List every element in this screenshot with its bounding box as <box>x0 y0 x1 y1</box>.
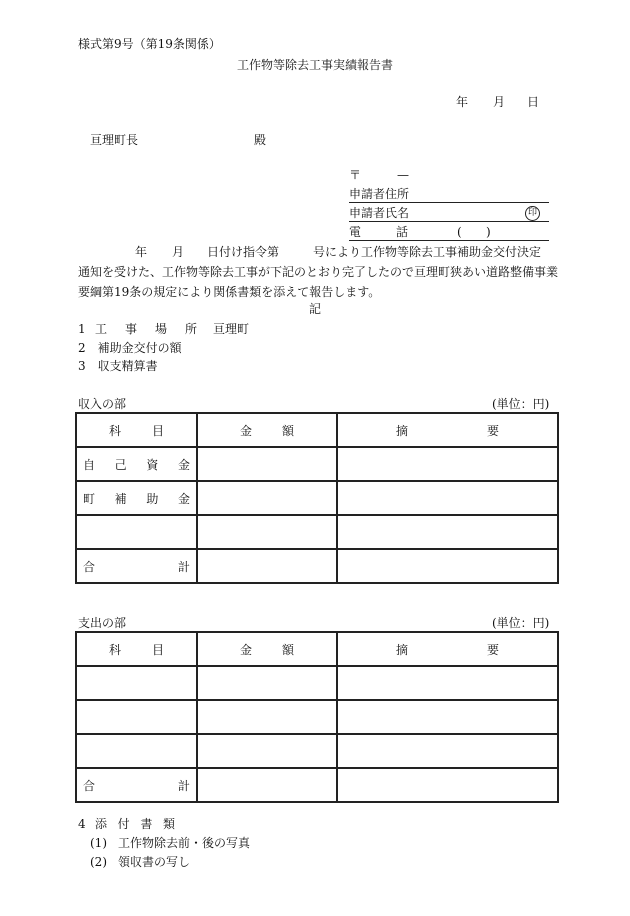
item3: 3 収支精算書 <box>78 359 158 373</box>
body-line2: 通知を受けた、工作物等除去工事が下記のとおり完了したので亘理町狭あい道路整備事業 <box>78 265 559 279</box>
income-table <box>75 412 559 584</box>
income-header-row <box>76 413 558 447</box>
phone-label-1: 電 <box>349 225 362 239</box>
expense-row-amount[interactable] <box>197 700 337 734</box>
name-underline <box>349 221 549 222</box>
expense-total-row <box>76 768 558 802</box>
income-header-remarks: 摘 要 <box>337 413 558 447</box>
applicant-address-label: 申請者住所 <box>349 187 410 201</box>
item1-value: 亘理町 <box>213 322 250 336</box>
table-row <box>76 734 558 768</box>
expense-row-remarks[interactable] <box>337 700 558 734</box>
expense-total-label: 合 計 <box>76 768 197 802</box>
income-caption: 収入の部 <box>78 397 127 411</box>
postal-dash: — <box>397 168 409 182</box>
table-row <box>76 515 558 549</box>
attachment-1-text: 工作物除去前・後の写真 <box>118 836 251 850</box>
income-row-label: 自 己 資 金 <box>76 447 197 481</box>
item2: 2 補助金交付の額 <box>78 341 182 355</box>
body-year: 年 <box>135 245 148 259</box>
table-row <box>76 666 558 700</box>
expense-row-amount[interactable] <box>197 666 337 700</box>
expense-row-amount[interactable] <box>197 734 337 768</box>
date-month: 月 <box>493 95 506 109</box>
expense-row-label[interactable] <box>76 734 197 768</box>
table-row <box>76 447 558 481</box>
body-line1-rest: 号により工作物等除去工事補助金交付決定 <box>313 245 542 259</box>
income-row-amount[interactable] <box>197 515 337 549</box>
date-year: 年 <box>456 95 469 109</box>
income-row-label: 町 補 助 金 <box>76 481 197 515</box>
income-row-amount[interactable] <box>197 447 337 481</box>
expense-row-remarks[interactable] <box>337 666 558 700</box>
expense-header-remarks: 摘 要 <box>337 632 558 666</box>
table-row <box>76 700 558 734</box>
income-row-remarks[interactable] <box>337 515 558 549</box>
applicant-name-label: 申請者氏名 <box>349 206 410 220</box>
income-unit: (単位：円) <box>492 397 550 411</box>
expense-header-amount: 金 額 <box>197 632 337 666</box>
table-row <box>76 481 558 515</box>
attachments-label: 添 付 書 類 <box>95 817 175 831</box>
attachment-2-number: (2) <box>90 855 107 869</box>
seal-mark: 印 <box>525 206 540 221</box>
date-day: 日 <box>527 95 540 109</box>
expense-unit: (単位：円) <box>492 616 550 630</box>
expense-header-row <box>76 632 558 666</box>
income-row-remarks[interactable] <box>337 447 558 481</box>
income-total-label: 合 計 <box>76 549 197 583</box>
address-underline <box>349 202 549 203</box>
income-header-subject: 科 目 <box>76 413 197 447</box>
income-total-remarks[interactable] <box>337 549 558 583</box>
phone-paren-close: ) <box>486 225 491 239</box>
phone-underline <box>349 240 549 241</box>
expense-caption: 支出の部 <box>78 616 127 630</box>
income-total-amount[interactable] <box>197 549 337 583</box>
income-header-amount: 金 額 <box>197 413 337 447</box>
ki-heading: 記 <box>309 302 322 316</box>
addressee-name: 亘理町長 <box>90 133 139 147</box>
expense-table <box>75 631 559 803</box>
expense-row-remarks[interactable] <box>337 734 558 768</box>
income-total-row <box>76 549 558 583</box>
form-number: 様式第9号（第19条関係） <box>78 37 221 51</box>
expense-row-label[interactable] <box>76 700 197 734</box>
income-row-remarks[interactable] <box>337 481 558 515</box>
expense-total-amount[interactable] <box>197 768 337 802</box>
body-line3: 要綱第19条の規定により関係書類を添えて報告します。 <box>78 285 381 299</box>
phone-paren-open: ( <box>457 225 462 239</box>
phone-label-2: 話 <box>396 225 409 239</box>
attachments-number: 4 <box>78 817 86 831</box>
addressee-honorific: 殿 <box>254 133 267 147</box>
expense-row-label[interactable] <box>76 666 197 700</box>
expense-header-subject: 科 目 <box>76 632 197 666</box>
expense-total-remarks[interactable] <box>337 768 558 802</box>
postal-mark: 〒 <box>349 168 362 182</box>
attachment-2-text: 領収書の写し <box>118 855 191 869</box>
item1-label: 工 事 場 所 <box>95 322 197 336</box>
income-row-label[interactable] <box>76 515 197 549</box>
body-date-order: 日付け指令第 <box>207 245 280 259</box>
income-row-amount[interactable] <box>197 481 337 515</box>
body-month: 月 <box>172 245 185 259</box>
page-title: 工作物等除去工事実績報告書 <box>237 58 394 72</box>
attachment-1-number: (1) <box>90 836 107 850</box>
item1-number: 1 <box>78 322 86 336</box>
